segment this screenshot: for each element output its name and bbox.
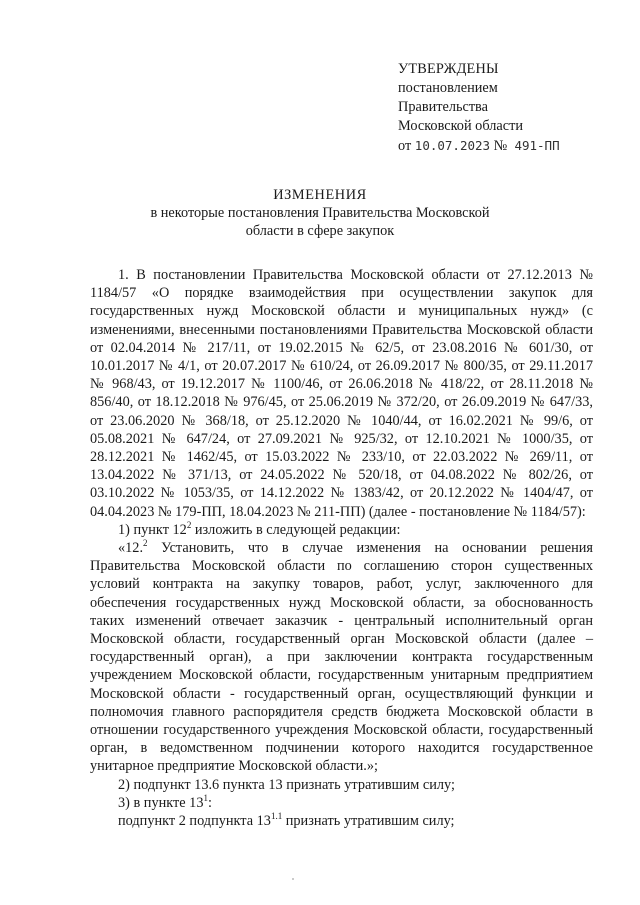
- paragraph-6: [90, 812, 593, 830]
- paragraph-2-text: 1) пункт 12: [118, 521, 187, 538]
- paragraph-5-text: 3) в пункте 13: [118, 794, 204, 811]
- number-prefix: №: [493, 138, 508, 154]
- superscript: 1.1: [270, 811, 283, 822]
- approval-date: 10.07.2023: [414, 138, 491, 153]
- paragraph-2-text-end: изложить в следующей редакции:: [191, 521, 401, 538]
- paragraph-6-text-end: признать утратившим силу;: [282, 813, 455, 830]
- approval-stamp: [398, 60, 560, 156]
- superscript: 1: [203, 793, 208, 804]
- paragraph-4: 2) подпункт 13.6 пункта 13 признать утратившим силу;: [118, 776, 455, 793]
- paragraph-5: [90, 794, 593, 812]
- superscript: 2: [186, 520, 192, 531]
- paragraph-1: 1. В постановлении Правительства Московской области от 27.12.2013 № 1184/57 «О порядке взаимодействия при осуществлении закупок для государственных нужд Московской области и муниципальных нужд» (с изменениями, внесенными постановлениями Правительства Московской области от 02.04.2014 № 217/11, от 19.02.2015 № 62/5, от 23.08.2016 № 601/30, от 10.01.2017 № 4/1, от 20.07.2017 № 610/24, от 26.09.2017 № 800/35, от 29.11.2017 № 968/43, от 19.12.2017 № 1100/46, от 26.06.2018 № 418/22, от 28.11.2018 № 856/40, от 18.12.2018 № 976/45, от 25.06.2019 № 372/20, от 26.09.2019 № 647/33, от 23.06.2020 № 368/18, от 25.12.2020 № 1040/44, от 16.02.2021 № 99/6, от 05.08.2021 № 647/24, от 27.09.2021 № 925/32, от 12.10.2021 № 1000/35, от 28.12.2021 № 1462/45, от 15.03.2022 № 233/10, от 22.03.2022 № 269/11, от 13.04.2022 № 371/13, от 24.05.2022 № 520/18, от 04.08.2022 № 802/26, от 03.10.2022 № 1053/35, от 14.12.2022 № 1383/42, от 20.12.2022 № 1404/47, от 04.04.2023 № 179-ПП, 18.04.2023 № 211-ПП) (далее - постановление № 1184/57):: [90, 267, 593, 520]
- paragraph-5-text-end: :: [207, 794, 212, 811]
- document-title: [0, 186, 640, 240]
- approval-line-4: Московской области: [398, 118, 523, 134]
- paragraph-6-text: подпункт 2 подпункта 13: [118, 813, 271, 830]
- approval-heading: УТВЕРЖДЕНЫ: [398, 61, 499, 77]
- title-heading: ИЗМЕНЕНИЯ: [273, 187, 367, 203]
- superscript: 2: [143, 538, 148, 549]
- title-subline-1: в некоторые постановления Правительства Московской: [150, 205, 490, 221]
- approval-number: 491-ПП: [514, 138, 560, 153]
- approval-line-3: Правительства: [398, 99, 488, 115]
- approval-date-line: [398, 136, 560, 156]
- document-body: [90, 266, 593, 830]
- date-prefix: от: [398, 138, 412, 154]
- paragraph-2: [90, 521, 593, 539]
- paragraph-3: [90, 539, 593, 776]
- title-subline-2: области в сфере закупок: [245, 223, 395, 239]
- scan-speck: [292, 878, 294, 880]
- paragraph-3-text: «12.: [118, 540, 144, 557]
- paragraph-3-text-end: Установить, что в случае изменения на основании решения Правительства Московской области по соглашению сторон существенных условий контракта на закупку товаров, работ, услуг, заключенного для обеспечения государственных нужд Московской области, за обоснованность таких изменений отвечает заказчик - центральный исполнительный орган Московской области, государственный орган Московской области (далее – государственный орган), а при заключении контракта государственным учреждением Московской области, государственным унитарным предприятием Московской области - государственный орган, осуществляющий функции и полномочия главного распорядителя средств бюджета Московской области в отношении государственного учреждения Московской области, государственный орган, в ведомственном подчинении которого находится государственное унитарное предприятие Московской области.»;: [90, 540, 593, 775]
- approval-line-2: постановлением: [398, 80, 498, 96]
